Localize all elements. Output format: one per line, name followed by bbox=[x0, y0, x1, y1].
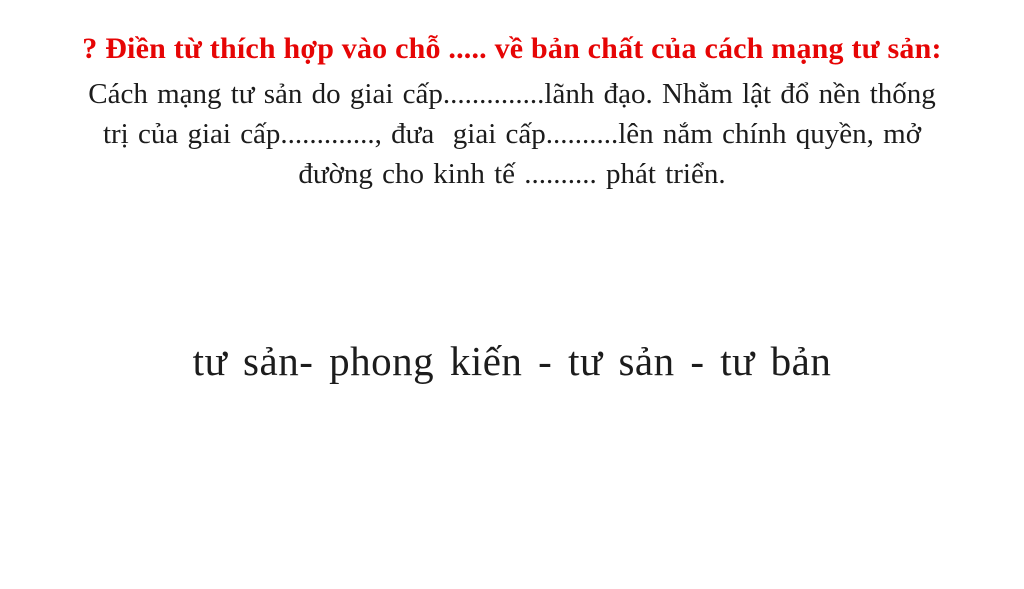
fill-in-the-blank-question bbox=[0, 30, 1024, 194]
question-body-line-2: trị của giai cấp............., đưa giai cấp..........lên nắm chính quyền, mở bbox=[102, 118, 922, 150]
answer-text: tư sản- phong kiến - tư sản - tư bản bbox=[192, 338, 832, 384]
question-heading: ? Điền từ thích hợp vào chỗ ..... về bản chất của cách mạng tư sản: bbox=[82, 32, 942, 65]
question-body-line-3: đường cho kinh tế .......... phát triển. bbox=[298, 158, 726, 190]
question-body-line-1: Cách mạng tư sản do giai cấp..............lãnh đạo. Nhằm lật đổ nền thống bbox=[88, 78, 936, 110]
